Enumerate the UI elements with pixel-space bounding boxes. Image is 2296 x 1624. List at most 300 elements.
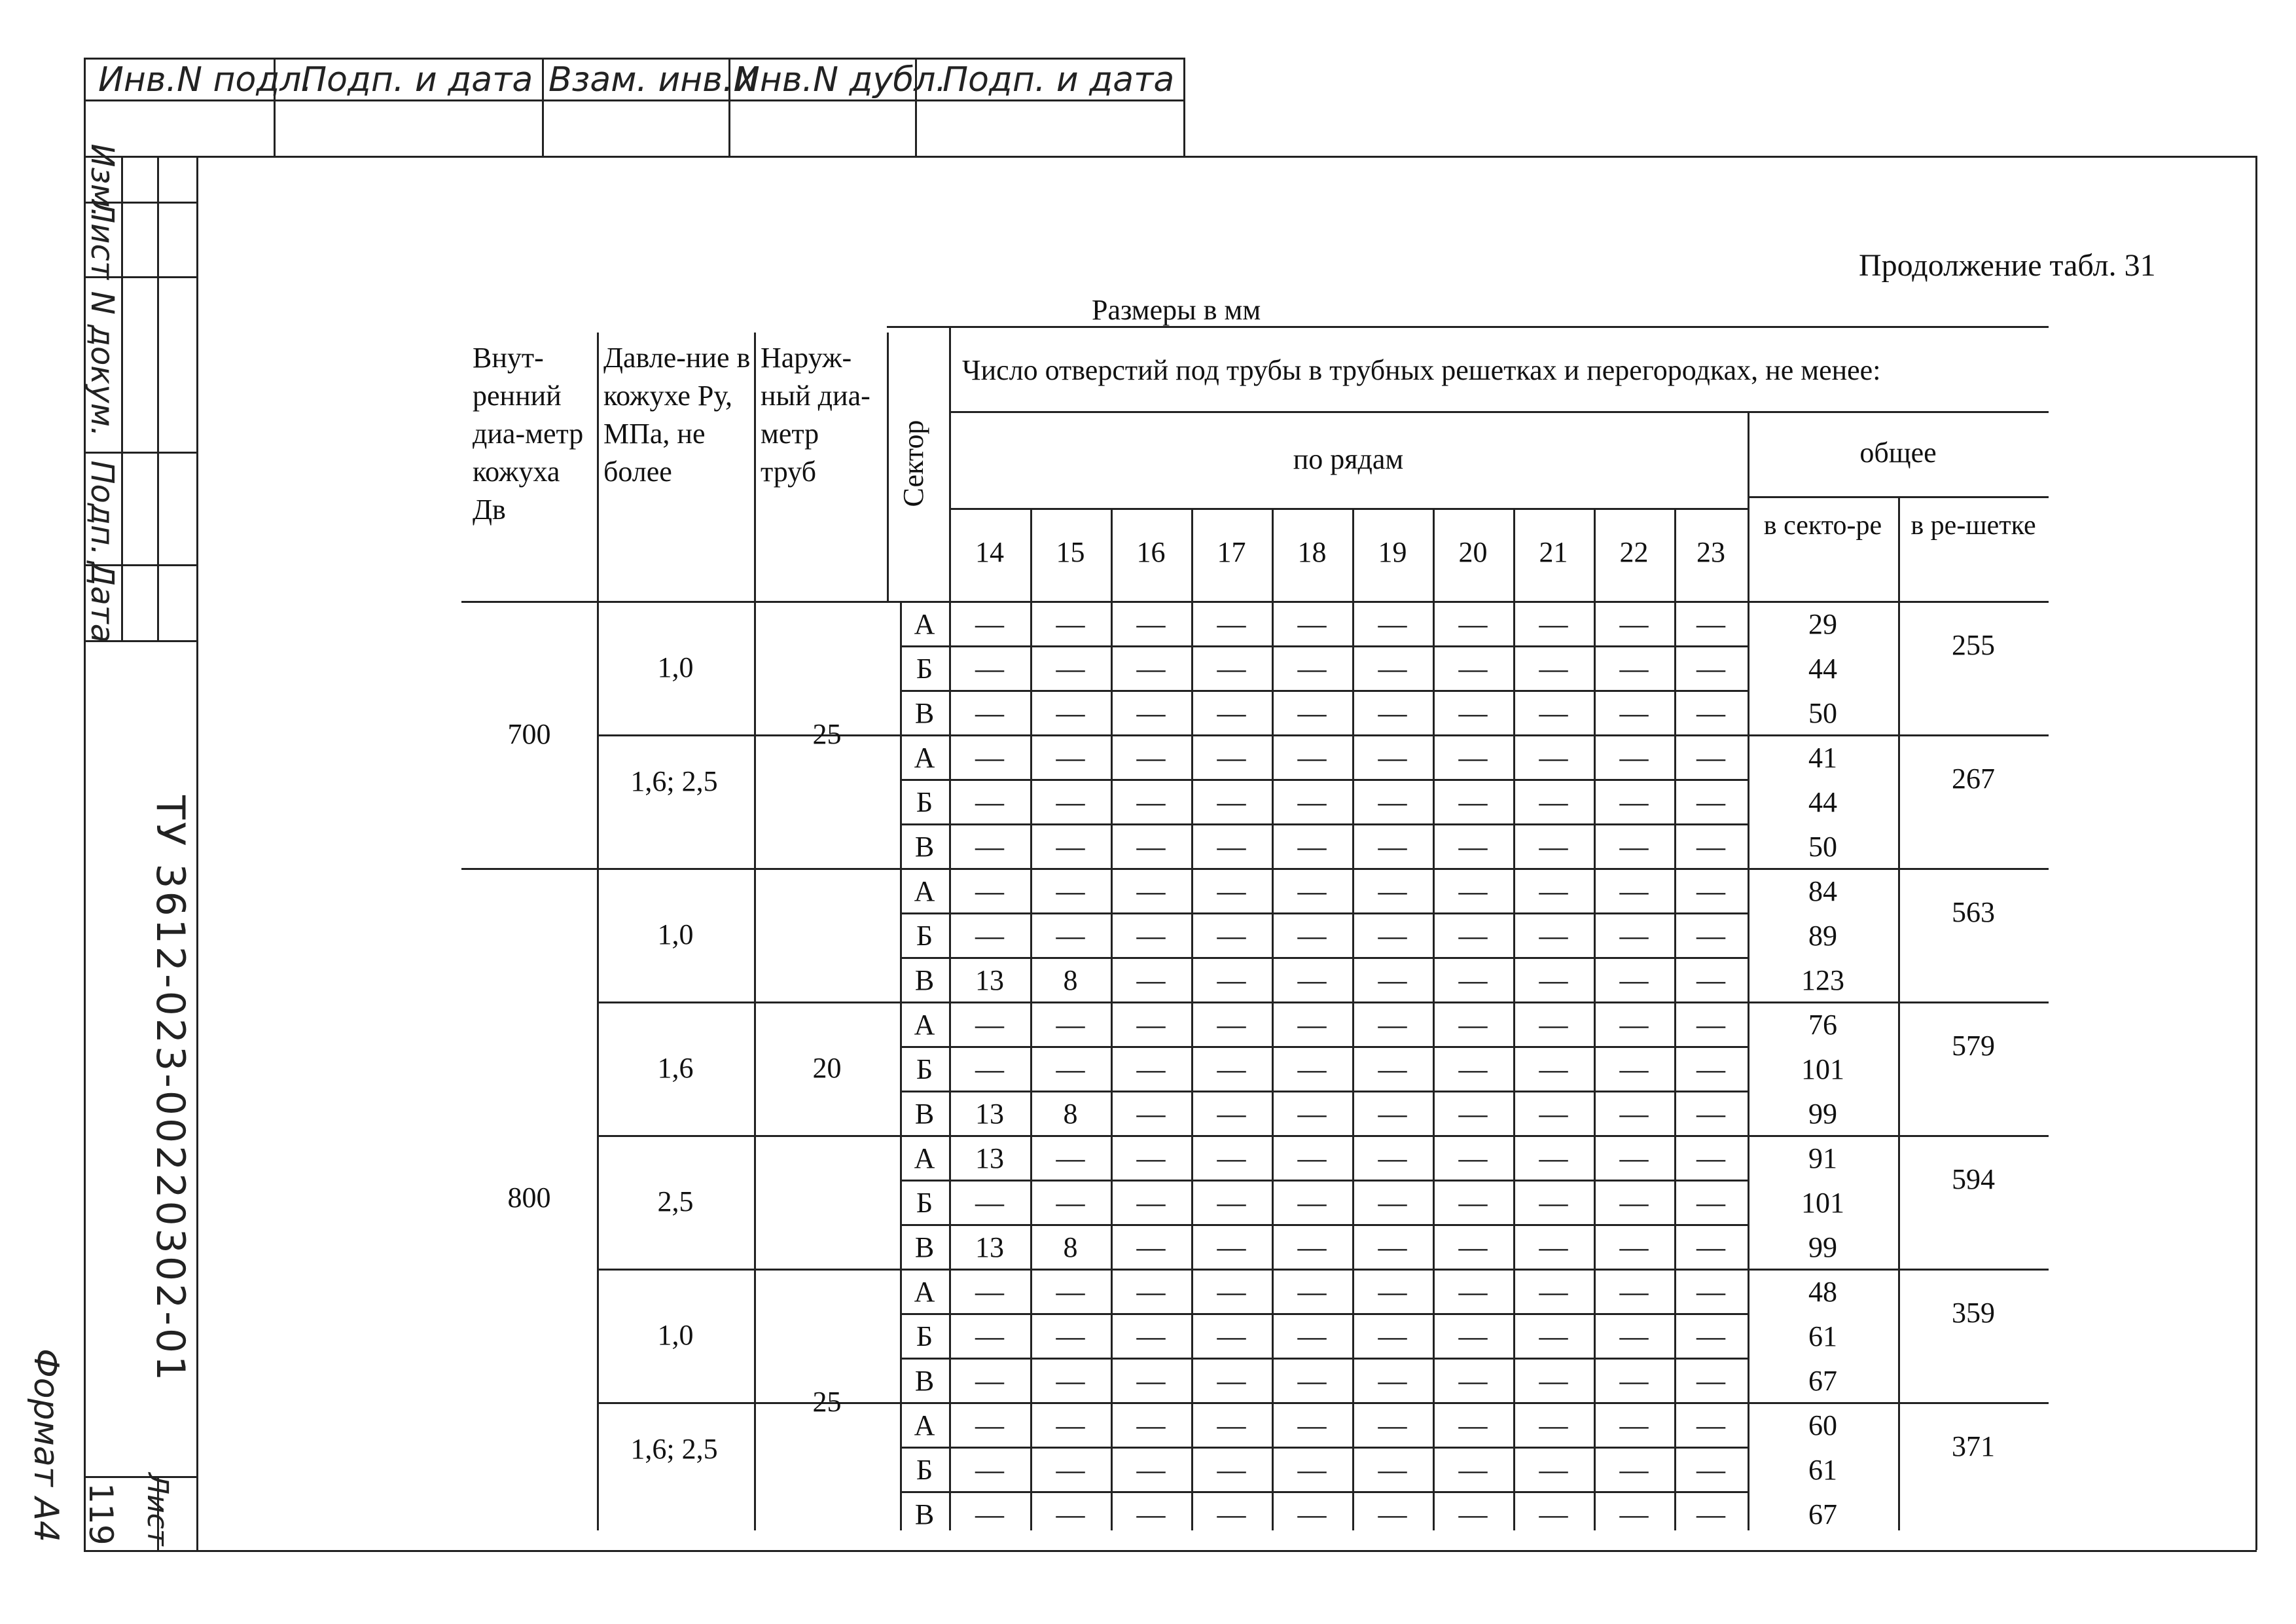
row-count-cell: — [1136, 920, 1166, 952]
row-count-cell: — [1458, 920, 1488, 952]
row-number: 14 [975, 536, 1004, 568]
row-count-cell: — [1619, 1009, 1649, 1041]
in-grid-value: 594 [1952, 1163, 1995, 1195]
row-count-cell: — [1217, 697, 1246, 729]
row-count-cell: — [1696, 1409, 1725, 1441]
row-count-cell: — [1619, 920, 1649, 952]
row-count-cell: — [1056, 1320, 1085, 1352]
stamp-podp-data-2-label: Подп. и дата [942, 60, 1175, 99]
stamp-inv-podl-label: Инв.N подл. [98, 60, 313, 99]
row-count-cell: — [1696, 742, 1725, 774]
in-sector-cell: 84 [1808, 875, 1837, 907]
row-count-cell: — [1619, 608, 1649, 640]
row-count-cell: — [1056, 697, 1085, 729]
sector-cell: А [914, 608, 935, 640]
pressure-value: 1,0 [657, 918, 694, 950]
row-count-cell: — [1539, 1498, 1568, 1530]
row-count-cell: — [1539, 1187, 1568, 1219]
row-count-cell: — [1136, 697, 1166, 729]
row-count-cell: — [975, 920, 1004, 952]
row-count-cell: — [1136, 1498, 1166, 1530]
row-count-cell: — [1378, 608, 1407, 640]
row-count-cell: — [1696, 1142, 1725, 1174]
sheet-label: Лист [141, 1473, 174, 1546]
row-count-cell: — [1297, 1009, 1327, 1041]
continuation-caption: Продолжение табл. 31 [1859, 248, 2156, 283]
pressure-value: 1,6; 2,5 [630, 1433, 718, 1465]
row-count-cell: — [1056, 1053, 1085, 1085]
row-count-cell: — [1378, 742, 1407, 774]
row-number: 21 [1539, 536, 1568, 568]
row-count-cell: — [1378, 697, 1407, 729]
sector-cell: А [914, 875, 935, 907]
in-sector-cell: 76 [1808, 1009, 1837, 1041]
row-count-cell: — [1297, 742, 1327, 774]
row-count-cell: — [1458, 653, 1488, 685]
row-count-cell: — [1458, 1365, 1488, 1397]
row-count-cell: — [1217, 831, 1246, 863]
row-count-cell: — [1539, 1053, 1568, 1085]
row-count-cell: — [1056, 786, 1085, 818]
row-count-cell: — [975, 831, 1004, 863]
row-count-cell: 13 [975, 1231, 1004, 1263]
row-count-cell: — [1619, 1053, 1649, 1085]
in-sector-cell: 101 [1801, 1053, 1844, 1085]
row-count-cell: — [1378, 1454, 1407, 1486]
row-count-cell: — [1458, 1498, 1488, 1530]
row-count-cell: — [1217, 1276, 1246, 1308]
stamp-podp-data-label: Подп. и дата [301, 60, 533, 99]
in-sector-cell: 61 [1808, 1320, 1837, 1352]
row-count-cell: — [1297, 1187, 1327, 1219]
row-count-cell: — [1378, 1053, 1407, 1085]
row-count-cell: — [1458, 608, 1488, 640]
row-count-cell: — [1136, 831, 1166, 863]
row-count-cell: — [1136, 742, 1166, 774]
row-count-cell: — [1619, 1365, 1649, 1397]
in-sector-cell: 48 [1808, 1276, 1837, 1308]
row-count-cell: — [1217, 920, 1246, 952]
row-count-cell: — [975, 742, 1004, 774]
row-number: 23 [1696, 536, 1725, 568]
row-count-cell: — [1619, 1231, 1649, 1263]
row-count-cell: — [1696, 1320, 1725, 1352]
row-count-cell: — [1297, 1231, 1327, 1263]
row-count-cell: — [1458, 1231, 1488, 1263]
sector-cell: Б [916, 920, 933, 952]
sector-cell: А [914, 1409, 935, 1441]
row-count-cell: — [1217, 1142, 1246, 1174]
sector-cell: В [914, 1498, 935, 1530]
row-count-cell: — [1539, 1231, 1568, 1263]
pressure-value: 2,5 [657, 1185, 694, 1218]
header-outer-diameter: Наруж-ный диа-метр труб [761, 342, 870, 488]
row-count-cell: — [1696, 1098, 1725, 1130]
sector-cell: В [914, 1365, 935, 1397]
stamp-list-label: Лист [84, 200, 120, 280]
row-count-cell: — [1696, 1053, 1725, 1085]
stamp-inv-dubl-label: Инв.N дубл. [734, 60, 947, 99]
row-count-cell: — [1458, 1009, 1488, 1041]
row-count-cell: — [1619, 1498, 1649, 1530]
row-count-cell: — [1696, 653, 1725, 685]
row-count-cell: — [1217, 1409, 1246, 1441]
in-sector-cell: 50 [1808, 831, 1837, 863]
sector-cell: Б [916, 786, 933, 818]
row-count-cell: — [1297, 786, 1327, 818]
row-count-cell: — [1696, 964, 1725, 996]
row-count-cell: — [1217, 653, 1246, 685]
row-count-cell: — [1136, 653, 1166, 685]
row-count-cell: — [1297, 1142, 1327, 1174]
row-count-cell: — [1619, 1276, 1649, 1308]
in-sector-cell: 89 [1808, 920, 1837, 952]
row-count-cell: — [975, 608, 1004, 640]
row-count-cell: — [1619, 1320, 1649, 1352]
row-count-cell: — [1619, 653, 1649, 685]
row-count-cell: — [1539, 1320, 1568, 1352]
row-count-cell: — [1696, 786, 1725, 818]
row-count-cell: 13 [975, 1142, 1004, 1174]
row-count-cell: — [1056, 831, 1085, 863]
row-count-cell: — [1056, 608, 1085, 640]
row-count-cell: — [1378, 653, 1407, 685]
row-count-cell: — [1458, 875, 1488, 907]
row-count-cell: — [1539, 1276, 1568, 1308]
row-count-cell: — [975, 1498, 1004, 1530]
row-count-cell: — [1539, 1409, 1568, 1441]
in-sector-cell: 44 [1808, 653, 1837, 685]
row-count-cell: — [1136, 1365, 1166, 1397]
header-diameter: Внут-ренний диа-метр кожуха Дв [473, 342, 584, 526]
row-count-cell: — [1056, 1498, 1085, 1530]
row-number: 16 [1136, 536, 1166, 568]
row-count-cell: — [1217, 1009, 1246, 1041]
pressure-value: 1,6 [657, 1052, 694, 1084]
units-caption: Размеры в мм [1092, 294, 1261, 326]
outer-diameter-value: 20 [812, 1052, 842, 1084]
row-count-cell: — [1458, 1454, 1488, 1486]
diameter-value: 700 [507, 718, 551, 750]
row-count-cell: — [975, 1454, 1004, 1486]
row-count-cell: — [1056, 1142, 1085, 1174]
row-count-cell: — [975, 1409, 1004, 1441]
row-count-cell: — [1696, 697, 1725, 729]
row-count-cell: — [1297, 1454, 1327, 1486]
row-count-cell: — [1619, 1187, 1649, 1219]
in-grid-value: 255 [1952, 629, 1995, 661]
row-count-cell: — [1539, 920, 1568, 952]
row-count-cell: — [1458, 1276, 1488, 1308]
outer-diameter-value: 25 [812, 718, 842, 750]
row-count-cell: — [1458, 964, 1488, 996]
row-count-cell: — [1056, 1409, 1085, 1441]
row-count-cell: — [1217, 742, 1246, 774]
row-count-cell: — [1378, 1320, 1407, 1352]
sector-cell: Б [916, 1320, 933, 1352]
row-count-cell: — [975, 1365, 1004, 1397]
row-count-cell: 13 [975, 1098, 1004, 1130]
in-grid-value: 579 [1952, 1030, 1995, 1062]
header-by-rows: по рядам [1293, 443, 1404, 475]
row-count-cell: — [1378, 920, 1407, 952]
row-count-cell: — [1297, 964, 1327, 996]
row-count-cell: — [1056, 653, 1085, 685]
row-count-cell: — [975, 1009, 1004, 1041]
row-count-cell: — [1378, 1187, 1407, 1219]
row-count-cell: — [1696, 1454, 1725, 1486]
row-count-cell: — [1136, 1409, 1166, 1441]
in-sector-cell: 60 [1808, 1409, 1837, 1441]
header-in-grid: в ре-шетке [1910, 511, 2036, 541]
row-count-cell: — [1217, 1320, 1246, 1352]
row-count-cell: — [1217, 1454, 1246, 1486]
row-count-cell: — [1539, 831, 1568, 863]
row-count-cell: — [1378, 1365, 1407, 1397]
in-sector-cell: 44 [1808, 786, 1837, 818]
row-count-cell: — [1217, 1498, 1246, 1530]
row-count-cell: — [1136, 1187, 1166, 1219]
row-count-cell: — [1136, 1098, 1166, 1130]
stamp-izm-label: Изм. [84, 143, 120, 218]
row-number: 20 [1458, 536, 1488, 568]
row-count-cell: — [1378, 964, 1407, 996]
row-count-cell: — [1297, 1098, 1327, 1130]
row-count-cell: — [1458, 831, 1488, 863]
row-count-cell: — [1136, 786, 1166, 818]
row-count-cell: — [1056, 920, 1085, 952]
pressure-value: 1,6; 2,5 [630, 765, 718, 797]
row-count-cell: — [1619, 1098, 1649, 1130]
row-count-cell: — [1056, 1365, 1085, 1397]
row-count-cell: — [1217, 1053, 1246, 1085]
row-count-cell: — [1539, 875, 1568, 907]
row-count-cell: — [1378, 786, 1407, 818]
row-count-cell: 8 [1063, 1098, 1078, 1130]
in-sector-cell: 67 [1808, 1498, 1837, 1530]
row-count-cell: — [1217, 786, 1246, 818]
row-count-cell: — [975, 875, 1004, 907]
row-count-cell: — [1539, 1009, 1568, 1041]
row-count-cell: — [1297, 920, 1327, 952]
row-count-cell: — [1136, 1231, 1166, 1263]
row-count-cell: — [1136, 1142, 1166, 1174]
format-label: Формат А4 [26, 1348, 65, 1543]
row-count-cell: — [1297, 1276, 1327, 1308]
row-count-cell: — [1696, 920, 1725, 952]
sector-cell: Б [916, 1187, 933, 1219]
row-count-cell: — [1458, 1098, 1488, 1130]
stamp-vzam-inv-label: Взам. инв.N [548, 60, 759, 99]
outer-diameter-value: 25 [812, 1386, 842, 1418]
row-count-cell: — [1458, 1187, 1488, 1219]
row-count-cell: — [1136, 875, 1166, 907]
row-count-cell: — [1696, 831, 1725, 863]
header-in-sector: в секто-ре [1763, 511, 1882, 541]
row-number: 22 [1619, 536, 1649, 568]
stamp-podp-label: Подп. [84, 460, 120, 556]
diameter-value: 800 [507, 1182, 551, 1214]
in-sector-cell: 61 [1808, 1454, 1837, 1486]
row-count-cell: — [1297, 697, 1327, 729]
row-count-cell: — [1297, 875, 1327, 907]
row-count-cell: — [1056, 1454, 1085, 1486]
row-count-cell: — [1217, 1231, 1246, 1263]
row-count-cell: — [1297, 608, 1327, 640]
in-sector-cell: 50 [1808, 697, 1837, 729]
in-sector-cell: 41 [1808, 742, 1837, 774]
sector-cell: Б [916, 1454, 933, 1486]
row-count-cell: — [1378, 1142, 1407, 1174]
pressure-value: 1,0 [657, 1319, 694, 1351]
row-count-cell: — [1619, 1142, 1649, 1174]
row-count-cell: — [1136, 1009, 1166, 1041]
row-count-cell: — [1458, 1320, 1488, 1352]
row-count-cell: — [1619, 742, 1649, 774]
row-count-cell: 8 [1063, 1231, 1078, 1263]
sector-cell: А [914, 1276, 935, 1308]
row-count-cell: — [1056, 1009, 1085, 1041]
row-count-cell: — [1458, 786, 1488, 818]
row-count-cell: — [1378, 831, 1407, 863]
row-count-cell: — [1056, 742, 1085, 774]
row-count-cell: — [1217, 1365, 1246, 1397]
row-count-cell: — [1619, 1409, 1649, 1441]
sector-cell: В [914, 1231, 935, 1263]
row-number: 18 [1297, 536, 1327, 568]
row-count-cell: — [1056, 1187, 1085, 1219]
header-sector: Сектор [897, 420, 929, 507]
row-count-cell: — [1539, 964, 1568, 996]
row-count-cell: 8 [1063, 964, 1078, 996]
header-pressure: Давле-ние в кожухе Ру, МПа, не более [603, 342, 751, 488]
row-count-cell: — [1539, 653, 1568, 685]
row-number: 15 [1056, 536, 1085, 568]
row-count-cell: — [1619, 831, 1649, 863]
row-count-cell: — [1458, 1409, 1488, 1441]
in-sector-cell: 29 [1808, 608, 1837, 640]
row-count-cell: — [1696, 1231, 1725, 1263]
row-count-cell: — [1619, 964, 1649, 996]
row-count-cell: — [1696, 1187, 1725, 1219]
row-count-cell: — [1539, 786, 1568, 818]
row-count-cell: — [975, 653, 1004, 685]
row-count-cell: 13 [975, 964, 1004, 996]
row-count-cell: — [1696, 1009, 1725, 1041]
row-count-cell: — [1056, 875, 1085, 907]
row-count-cell: — [1136, 1320, 1166, 1352]
row-count-cell: — [1378, 1098, 1407, 1130]
row-count-cell: — [1136, 1276, 1166, 1308]
row-count-cell: — [1136, 964, 1166, 996]
row-count-cell: — [1217, 875, 1246, 907]
row-count-cell: — [1539, 1142, 1568, 1174]
in-sector-cell: 91 [1808, 1142, 1837, 1174]
stamp-data-label: Дата [84, 561, 120, 643]
in-sector-cell: 123 [1801, 964, 1844, 996]
row-count-cell: — [1378, 1231, 1407, 1263]
row-count-cell: — [1696, 608, 1725, 640]
row-count-cell: — [975, 1320, 1004, 1352]
row-count-cell: — [975, 697, 1004, 729]
row-count-cell: — [1297, 653, 1327, 685]
row-count-cell: — [1696, 1365, 1725, 1397]
sector-cell: В [914, 831, 935, 863]
row-count-cell: — [1539, 1365, 1568, 1397]
row-count-cell: — [1539, 1454, 1568, 1486]
row-count-cell: — [1696, 1498, 1725, 1530]
row-count-cell: — [1696, 875, 1725, 907]
in-sector-cell: 67 [1808, 1365, 1837, 1397]
header-holes: Число отверстий под трубы в трубных решетках и перегородках, не менее: [962, 354, 1881, 386]
row-count-cell: — [1217, 1187, 1246, 1219]
in-sector-cell: 99 [1808, 1231, 1837, 1263]
pressure-value: 1,0 [657, 651, 694, 683]
row-count-cell: — [1539, 1098, 1568, 1130]
row-count-cell: — [1696, 1276, 1725, 1308]
row-count-cell: — [975, 1053, 1004, 1085]
row-count-cell: — [1378, 1498, 1407, 1530]
row-count-cell: — [1378, 875, 1407, 907]
in-grid-value: 359 [1952, 1297, 1995, 1329]
row-count-cell: — [975, 1276, 1004, 1308]
row-count-cell: — [1539, 697, 1568, 729]
in-grid-value: 267 [1952, 763, 1995, 795]
in-sector-cell: 99 [1808, 1098, 1837, 1130]
row-count-cell: — [1297, 831, 1327, 863]
row-count-cell: — [1539, 608, 1568, 640]
row-count-cell: — [1619, 697, 1649, 729]
row-number: 19 [1378, 536, 1407, 568]
row-count-cell: — [1297, 1498, 1327, 1530]
row-count-cell: — [1217, 1098, 1246, 1130]
sector-cell: А [914, 742, 935, 774]
in-sector-cell: 101 [1801, 1187, 1844, 1219]
row-count-cell: — [1458, 742, 1488, 774]
document-code: ТУ 3612-023-00220302-01 [147, 795, 193, 1384]
row-count-cell: — [1136, 1454, 1166, 1486]
in-grid-value: 563 [1952, 896, 1995, 928]
row-count-cell: — [1378, 1009, 1407, 1041]
row-count-cell: — [1217, 608, 1246, 640]
row-count-cell: — [1056, 1276, 1085, 1308]
row-count-cell: — [975, 1187, 1004, 1219]
header-total: общее [1859, 437, 1937, 469]
row-count-cell: — [1136, 608, 1166, 640]
row-count-cell: — [1136, 1053, 1166, 1085]
sector-cell: А [914, 1142, 935, 1174]
sector-cell: В [914, 1098, 935, 1130]
row-count-cell: — [1458, 697, 1488, 729]
row-count-cell: — [975, 786, 1004, 818]
row-count-cell: — [1297, 1320, 1327, 1352]
stamp-n-dokum-label: N докум. [84, 291, 120, 437]
row-count-cell: — [1297, 1053, 1327, 1085]
row-count-cell: — [1378, 1276, 1407, 1308]
row-count-cell: — [1297, 1365, 1327, 1397]
sector-cell: В [914, 697, 935, 729]
row-count-cell: — [1619, 1454, 1649, 1486]
row-count-cell: — [1458, 1142, 1488, 1174]
row-count-cell: — [1217, 964, 1246, 996]
sector-cell: Б [916, 1053, 933, 1085]
sector-cell: Б [916, 653, 933, 685]
sector-cell: А [914, 1009, 935, 1041]
row-count-cell: — [1378, 1409, 1407, 1441]
sheet-number: 119 [82, 1483, 120, 1545]
in-grid-value: 371 [1952, 1430, 1995, 1462]
row-count-cell: — [1619, 875, 1649, 907]
